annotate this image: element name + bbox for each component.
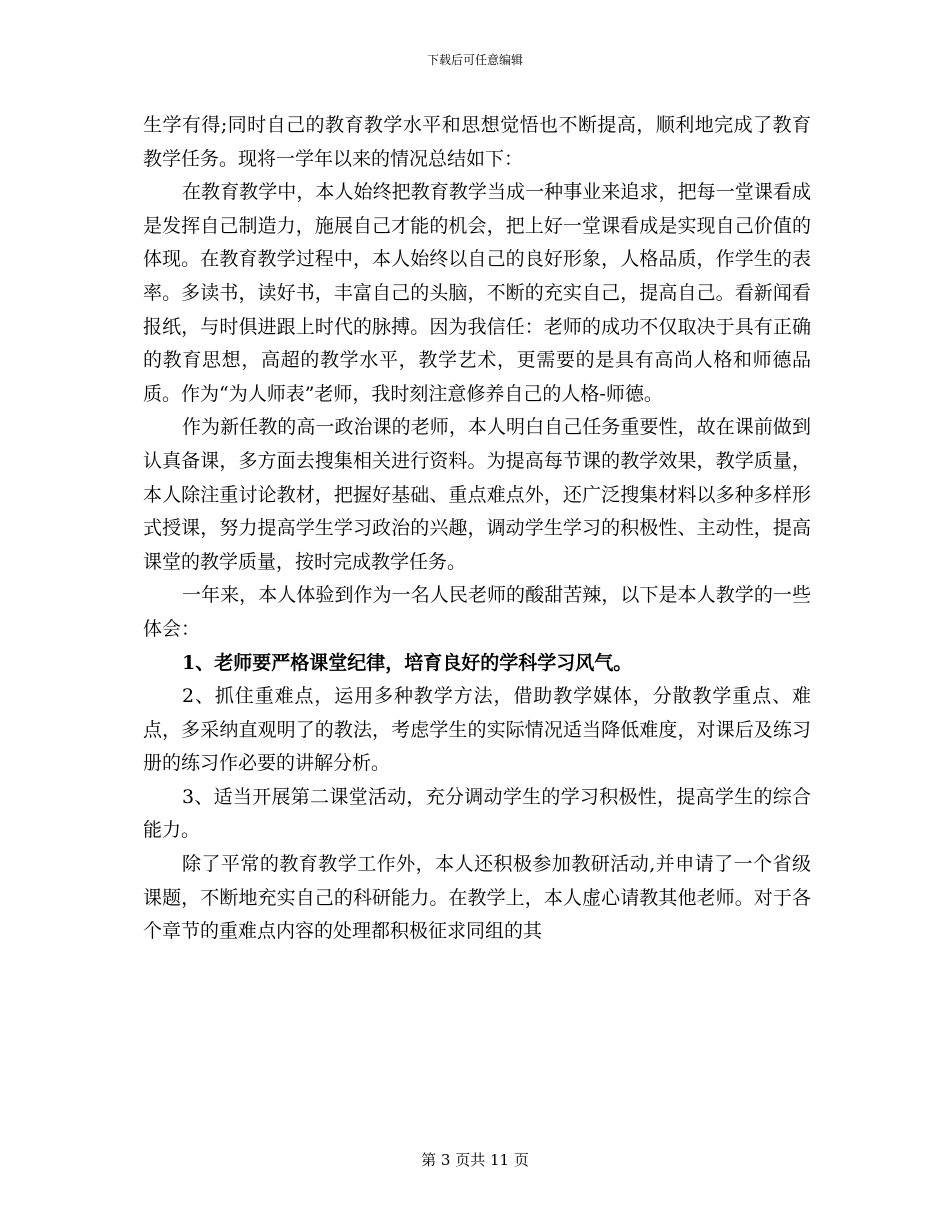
paragraph-experience-intro: 一年来，本人体验到作为一名人民老师的酸甜苦辣，以下是本人教学的一些体会： (143, 584, 811, 640)
paragraph-teaching-philosophy: 在教育教学中，本人始终把教育教学当成一种事业来追求，把每一堂课看成是发挥自己制造力，施展自己才能的机会，把上好一堂课看成是实现自己价值的体现。在教育教学过程中，本人始终以自己的良好形象，人格品质，作学生的表率。多读书，读好书，丰富自己的头脑，不断的充实自己，提高自己。看新闻看报纸，与时俱进跟上时代的脉搏。因为我信任：老师的成功不仅取决于具有正确的教育思想，高超的教学水平，教学艺术，更需要的是具有高尚人格和师德品质。作为“为人师表”老师，我时刻注意修养自己的人格-师德。 (143, 181, 811, 405)
paragraph-lesson-preparation: 作为新任教的高一政治课的老师，本人明白自己任务重要性，故在课前做到认真备课，多方面去搜集相关进行资料。为提高每节课的教学效果，教学质量，本人除注重讨论教材，把握好基础、重点难点外，还广泛搜集材料以多种多样形式授课，努力提高学生学习政治的兴趣，调动学生学习的积极性、主动性，提高课堂的教学质量，按时完成教学任务。 (143, 416, 811, 573)
paragraph-continuation: 生学有得;同时自己的教育教学水平和思想觉悟也不断提高，顺利地完成了教育教学任务。现将一学年以来的情况总结如下： (143, 114, 811, 170)
page-number: 第 3 页共 11 页 (421, 1151, 529, 1169)
list-item-key-difficulties: 2、抓住重难点，运用多种教学方法，借助教学媒体，分散教学重点、难点，多采纳直观明了的教法，考虑学生的实际情况适当降低难度，对课后及练习册的练习作必要的讲解分析。 (143, 685, 811, 775)
document-body (143, 109, 811, 949)
list-item-second-classroom: 3、适当开展第二课堂活动，充分调动学生的学习积极性，提高学生的综合能力。 (143, 785, 811, 842)
list-item-classroom-discipline: 1、老师要严格课堂纪律，培育良好的学科学习风气。 (182, 651, 633, 674)
page-header: 下载后可任意编辑 (426, 53, 523, 67)
paragraph-research-activities: 除了平常的教育教学工作外，本人还积极参加教研活动,并申请了一个省级课题，不断地充实自己的科研能力。在教学上，本人虚心请教其他老师。对于各个章节的重难点内容的处理都积极征求同组的其 (143, 853, 811, 943)
